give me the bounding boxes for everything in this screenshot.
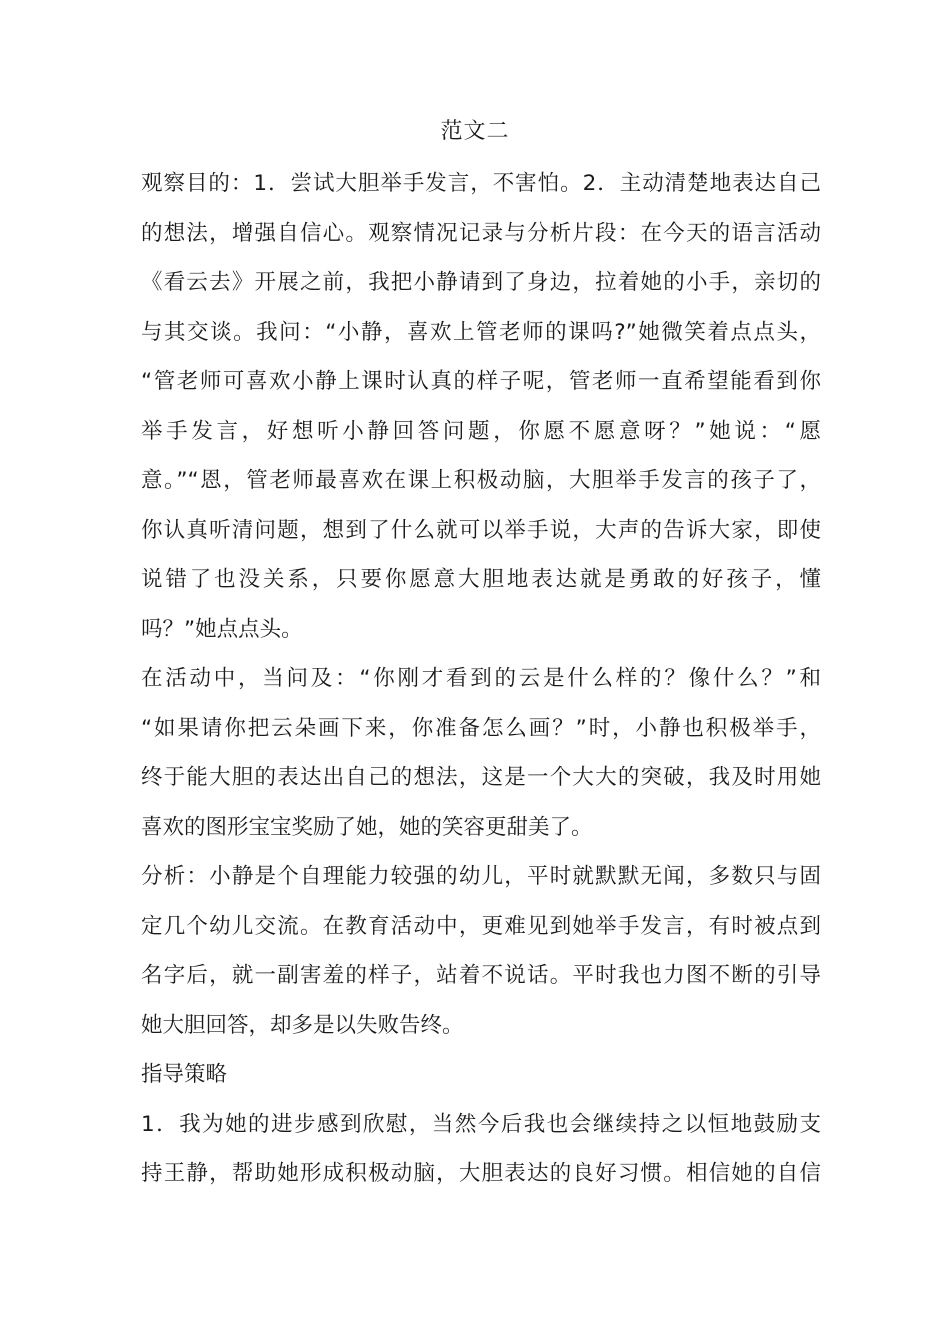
text-line: 与其交谈。我问：“小静，喜欢上管老师的课吗?”她微笑着点点头，: [141, 319, 821, 345]
text-line: 的想法，增强自信心。观察情况记录与分析片段：在今天的语言活动: [141, 220, 821, 246]
text-line: 说错了也没关系，只要你愿意大胆地表达就是勇敢的好孩子，懂: [141, 567, 821, 592]
text-line: 意。”“恩，管老师最喜欢在课上积极动脑，大胆举手发言的孩子了，: [141, 468, 821, 493]
text-line: “管老师可喜欢小静上课时认真的样子呢，管老师一直希望能看到你: [141, 369, 821, 394]
text-line: 吗？”她点点头。: [141, 616, 303, 642]
text-line: 你认真听清问题，想到了什么就可以举手说，大声的告诉大家，即使: [141, 517, 821, 543]
text-line: 名字后，就一副害羞的样子，站着不说话。平时我也力图不断的引导: [141, 963, 821, 988]
document-title: 范文二: [440, 119, 510, 144]
document-body: [141, 162, 821, 1202]
text-line: 喜欢的图形宝宝奖励了她，她的笑容更甜美了。: [141, 814, 593, 840]
text-line: 举手发言，好想听小静回答问题，你愿不愿意呀？”她说：“愿: [141, 418, 821, 444]
text-line: 在活动中，当问及：“你刚才看到的云是什么样的？像什么？”和: [141, 666, 821, 691]
text-line: 定几个幼儿交流。在教育活动中，更难见到她举手发言，有时被点到: [141, 913, 821, 939]
text-line: “如果请你把云朵画下来，你准备怎么画？”时，小静也积极举手，: [141, 715, 821, 741]
text-line: 终于能大胆的表达出自己的想法，这是一个大大的突破，我及时用她: [141, 765, 821, 790]
text-line: 她大胆回答，却多是以失败告终。: [141, 1012, 464, 1038]
text-line: 《看云去》开展之前，我把小静请到了身边，拉着她的小手，亲切的: [141, 270, 821, 295]
text-line: 指导策略: [141, 1062, 228, 1087]
text-line: 观察目的：1．尝试大胆举手发言，不害怕。2．主动清楚地表达自己: [141, 171, 821, 196]
text-line: 持王静，帮助她形成积极动脑，大胆表达的良好习惯。相信她的自信: [141, 1161, 821, 1186]
text-line: 1．我为她的进步感到欣慰，当然今后我也会继续持之以恒地鼓励支: [141, 1111, 821, 1137]
text-line: 分析：小静是个自理能力较强的幼儿，平时就默默无闻，多数只与固: [141, 864, 821, 889]
